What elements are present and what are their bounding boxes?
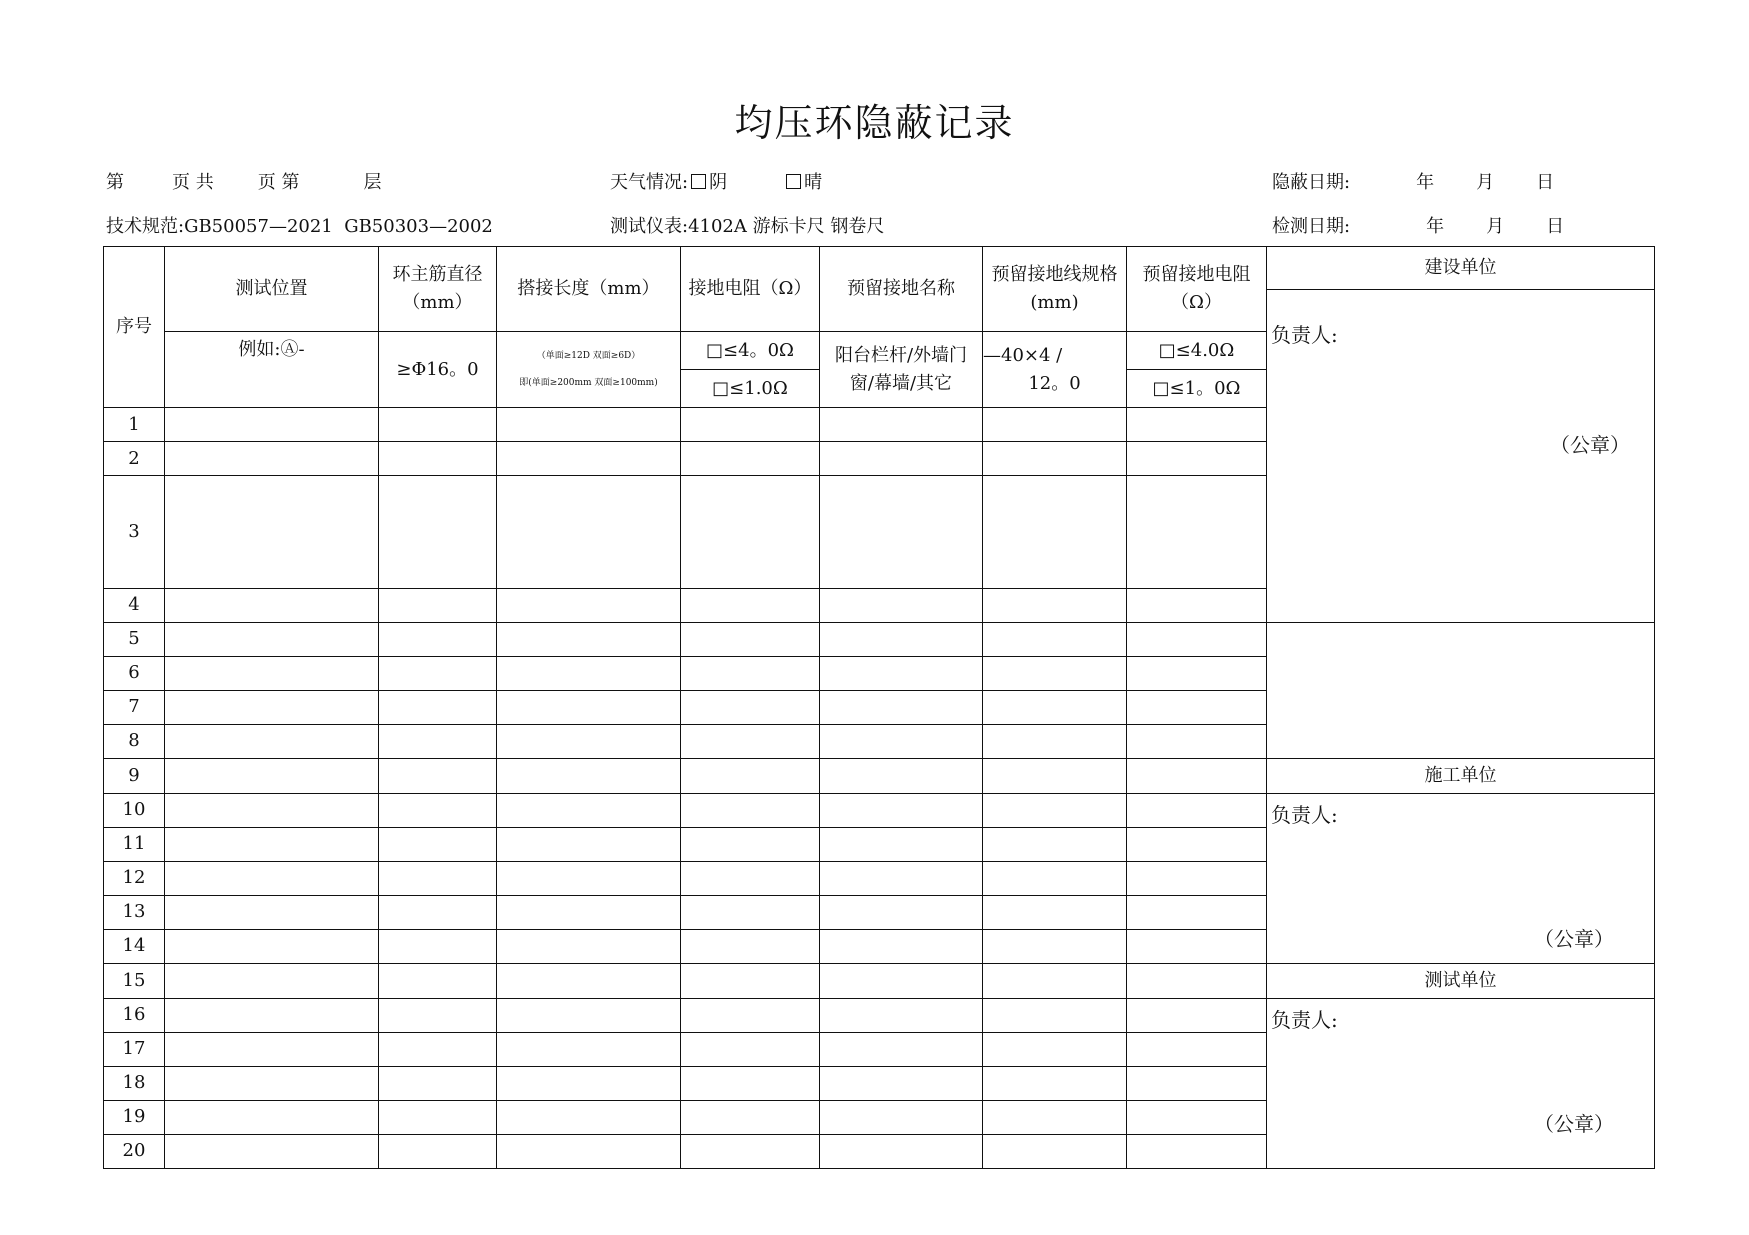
cell-position[interactable]	[165, 861, 379, 895]
unit-construction-owner-title: 建设单位	[1267, 247, 1655, 290]
cell-reserved-name[interactable]	[820, 724, 983, 758]
cell-reserved-spec[interactable]	[983, 690, 1127, 724]
cell-diameter[interactable]	[379, 895, 497, 929]
cell-lap[interactable]	[497, 690, 681, 724]
cell-position[interactable]	[165, 895, 379, 929]
cell-diameter[interactable]	[379, 656, 497, 690]
cell-reserved-spec[interactable]	[983, 588, 1127, 622]
cell-lap[interactable]	[497, 793, 681, 827]
cell-reserved-spec[interactable]	[983, 476, 1127, 589]
row-number: 8	[104, 724, 165, 758]
row-number: 10	[104, 793, 165, 827]
cell-diameter[interactable]	[379, 690, 497, 724]
table-row	[104, 793, 1655, 827]
cell-reserved-name[interactable]	[820, 476, 983, 589]
cell-reserved-res[interactable]	[1127, 1100, 1267, 1134]
cell-diameter[interactable]	[379, 1066, 497, 1100]
row-number: 6	[104, 656, 165, 690]
cell-reserved-name[interactable]	[820, 408, 983, 442]
seal-label: （公章）	[1534, 926, 1614, 951]
row-number: 20	[104, 1134, 165, 1168]
test-date-line	[1272, 212, 1564, 238]
cell-diameter[interactable]	[379, 622, 497, 656]
cell-reserved-res[interactable]	[1127, 1134, 1267, 1168]
test-date-month: 月	[1486, 216, 1505, 237]
cell-reserved-res[interactable]	[1127, 476, 1267, 589]
seal-label: （公章）	[1534, 1111, 1614, 1136]
spec-label: 技术规范:	[106, 216, 185, 237]
row-number: 9	[104, 758, 165, 793]
responsible-label: 负责人:	[1271, 802, 1338, 827]
cell-reserved-res[interactable]	[1127, 861, 1267, 895]
cell-reserved-res[interactable]	[1127, 1066, 1267, 1100]
example-name-line1: 阳台栏杆/外墙门	[834, 344, 968, 366]
row-number: 18	[104, 1066, 165, 1100]
responsible-label: 负责人:	[1271, 1007, 1338, 1032]
cell-reserved-res[interactable]	[1127, 442, 1267, 476]
cell-lap[interactable]	[497, 656, 681, 690]
cell-reserved-name[interactable]	[820, 442, 983, 476]
cell-position[interactable]	[165, 827, 379, 861]
cell-position[interactable]	[165, 724, 379, 758]
cell-position[interactable]	[165, 408, 379, 442]
row-number: 16	[104, 998, 165, 1032]
cell-reserved-spec[interactable]	[983, 827, 1127, 861]
table-row	[104, 690, 1655, 724]
cell-position[interactable]	[165, 690, 379, 724]
test-date-label: 检测日期:	[1272, 216, 1351, 237]
cell-reserved-res[interactable]	[1127, 758, 1267, 793]
record-table	[103, 246, 1655, 1169]
cell-lap[interactable]	[497, 895, 681, 929]
cell-reserved-res[interactable]	[1127, 690, 1267, 724]
cell-reserved-name[interactable]	[820, 1100, 983, 1134]
weather-label: 天气情况:	[610, 172, 689, 193]
example-ground-res	[681, 332, 820, 408]
row-number: 3	[104, 476, 165, 589]
example-position: 例如:Ⓐ-	[165, 332, 379, 408]
unit-construction-owner-area[interactable]	[1267, 290, 1655, 623]
test-date-day: 日	[1546, 216, 1565, 237]
cell-ground-res[interactable]	[681, 408, 820, 442]
cell-reserved-name[interactable]	[820, 1134, 983, 1168]
table-row	[104, 724, 1655, 758]
header-reserved-res: 预留接地电阻（Ω）	[1127, 247, 1267, 332]
cell-ground-res[interactable]	[681, 895, 820, 929]
cell-ground-res[interactable]	[681, 622, 820, 656]
table-row	[104, 656, 1655, 690]
cell-lap[interactable]	[497, 442, 681, 476]
spec-value: GB50057—2021 GB50303—2002	[184, 216, 493, 237]
cell-position[interactable]	[165, 1032, 379, 1066]
example-lap-line2: 即(单面≥200mm 双面≥100mm)	[519, 377, 658, 388]
cell-ground-res[interactable]	[681, 442, 820, 476]
hidden-date-label: 隐蔽日期:	[1272, 172, 1351, 193]
page-total-label: 页 共	[172, 172, 214, 193]
cell-diameter[interactable]	[379, 1100, 497, 1134]
cell-reserved-res[interactable]	[1127, 622, 1267, 656]
cell-diameter[interactable]	[379, 1134, 497, 1168]
cell-lap[interactable]	[497, 1134, 681, 1168]
cell-ground-res[interactable]	[681, 1100, 820, 1134]
cell-position[interactable]	[165, 442, 379, 476]
row-number: 1	[104, 408, 165, 442]
page-no-label: 第	[106, 172, 124, 193]
page-title: 均压环隐蔽记录	[734, 101, 1015, 145]
cell-diameter[interactable]	[379, 588, 497, 622]
example-reserved-res	[1127, 332, 1267, 408]
cell-diameter[interactable]	[379, 963, 497, 998]
example-rres-4ohm: □≤4.0Ω	[1127, 332, 1266, 370]
cell-reserved-spec[interactable]	[983, 793, 1127, 827]
cell-ground-res[interactable]	[681, 998, 820, 1032]
row-number: 12	[104, 861, 165, 895]
cell-reserved-spec[interactable]	[983, 442, 1127, 476]
example-rres-1ohm: □≤1。0Ω	[1152, 378, 1241, 399]
cell-reserved-spec[interactable]	[983, 724, 1127, 758]
cell-reserved-res[interactable]	[1127, 963, 1267, 998]
header-seq: 序号	[104, 247, 165, 408]
example-lap-line1: （单面≥12D 双面≥6D）	[536, 350, 641, 361]
cell-reserved-name[interactable]	[820, 656, 983, 690]
cell-reserved-spec[interactable]	[983, 1100, 1127, 1134]
cell-reserved-res[interactable]	[1127, 793, 1267, 827]
cell-reserved-res[interactable]	[1127, 998, 1267, 1032]
page-of-label: 页 第	[257, 172, 300, 193]
cell-lap[interactable]	[497, 758, 681, 793]
cell-diameter[interactable]	[379, 861, 497, 895]
cell-ground-res[interactable]	[681, 1134, 820, 1168]
cell-position[interactable]	[165, 963, 379, 998]
example-reserved-spec	[983, 332, 1127, 408]
cell-diameter[interactable]	[379, 758, 497, 793]
cell-lap[interactable]	[497, 476, 681, 589]
row-number: 13	[104, 895, 165, 929]
cell-reserved-res[interactable]	[1127, 588, 1267, 622]
row-number: 17	[104, 1032, 165, 1066]
example-name-line2: 窗/幕墙/其它	[849, 372, 953, 394]
cell-lap[interactable]	[497, 588, 681, 622]
page-number-line	[106, 168, 381, 194]
cell-position[interactable]	[165, 1100, 379, 1134]
cell-reserved-name[interactable]	[820, 793, 983, 827]
cell-reserved-res[interactable]	[1127, 724, 1267, 758]
cell-reserved-spec[interactable]	[983, 1134, 1127, 1168]
row-number: 11	[104, 827, 165, 861]
cell-diameter[interactable]	[379, 929, 497, 963]
cell-reserved-spec[interactable]	[983, 895, 1127, 929]
cell-reserved-spec[interactable]	[983, 622, 1127, 656]
cell-lap[interactable]	[497, 963, 681, 998]
header-reserved-spec: 预留接地线规格(mm)	[983, 247, 1127, 332]
cell-reserved-spec[interactable]	[983, 1066, 1127, 1100]
cell-lap[interactable]	[497, 929, 681, 963]
table-row	[104, 963, 1655, 998]
instrument-value: 4102A 游标卡尺 钢卷尺	[688, 216, 885, 237]
cell-ground-res[interactable]	[681, 758, 820, 793]
cell-ground-res[interactable]	[681, 827, 820, 861]
weather-cloudy-checkbox[interactable]	[691, 174, 706, 189]
cell-lap[interactable]	[497, 1100, 681, 1134]
cell-reserved-spec[interactable]	[983, 963, 1127, 998]
cell-reserved-name[interactable]	[820, 998, 983, 1032]
cell-diameter[interactable]	[379, 827, 497, 861]
cell-ground-res[interactable]	[681, 1032, 820, 1066]
cell-position[interactable]	[165, 793, 379, 827]
example-reserved-name	[820, 332, 983, 408]
row-number: 19	[104, 1100, 165, 1134]
cell-reserved-spec[interactable]	[983, 408, 1127, 442]
cell-lap[interactable]	[497, 861, 681, 895]
row-number: 4	[104, 588, 165, 622]
cell-lap[interactable]	[497, 408, 681, 442]
spec-line	[106, 212, 493, 238]
cell-reserved-res[interactable]	[1127, 895, 1267, 929]
cell-position[interactable]	[165, 476, 379, 589]
floor-label: 层	[363, 172, 382, 193]
cell-reserved-name[interactable]	[820, 622, 983, 656]
cell-reserved-res[interactable]	[1127, 827, 1267, 861]
example-diameter: ≥Φ16。0	[379, 332, 497, 408]
cell-diameter[interactable]	[379, 1032, 497, 1066]
row-number: 5	[104, 622, 165, 656]
hidden-date-month: 月	[1476, 172, 1495, 193]
cell-reserved-res[interactable]	[1127, 408, 1267, 442]
header-reserved-name: 预留接地名称	[820, 247, 983, 332]
cell-reserved-name[interactable]	[820, 690, 983, 724]
cell-ground-res[interactable]	[681, 1066, 820, 1100]
cell-ground-res[interactable]	[681, 690, 820, 724]
cell-reserved-spec[interactable]	[983, 861, 1127, 895]
cell-diameter[interactable]	[379, 408, 497, 442]
weather-line	[610, 168, 822, 194]
cell-position[interactable]	[165, 656, 379, 690]
test-date-year: 年	[1426, 216, 1445, 237]
weather-sunny-label: 晴	[804, 172, 823, 193]
cell-lap[interactable]	[497, 827, 681, 861]
cell-reserved-spec[interactable]	[983, 929, 1127, 963]
cell-reserved-res[interactable]	[1127, 656, 1267, 690]
cell-reserved-spec[interactable]	[983, 656, 1127, 690]
weather-sunny-checkbox[interactable]	[786, 174, 801, 189]
cell-position[interactable]	[165, 998, 379, 1032]
cell-reserved-name[interactable]	[820, 895, 983, 929]
cell-lap[interactable]	[497, 1032, 681, 1066]
table-row	[104, 758, 1655, 793]
cell-position[interactable]	[165, 1066, 379, 1100]
cell-reserved-spec[interactable]	[983, 1032, 1127, 1066]
unit-testing-title: 测试单位	[1267, 963, 1655, 998]
header-ground-res: 接地电阻（Ω）	[681, 247, 820, 332]
row-number: 15	[104, 963, 165, 998]
instrument-label: 测试仪表:	[610, 216, 689, 237]
cell-ground-res[interactable]	[681, 793, 820, 827]
example-spec-line1: —40×4 /	[983, 344, 1063, 366]
hidden-date-year: 年	[1416, 172, 1435, 193]
cell-diameter[interactable]	[379, 476, 497, 589]
cell-diameter[interactable]	[379, 724, 497, 758]
construction-owner-responsible: 负责人:	[1271, 323, 1338, 347]
cell-reserved-name[interactable]	[820, 827, 983, 861]
cell-reserved-name[interactable]	[820, 758, 983, 793]
cell-position[interactable]	[165, 1134, 379, 1168]
cell-ground-res[interactable]	[681, 963, 820, 998]
cell-diameter[interactable]	[379, 998, 497, 1032]
cell-ground-res[interactable]	[681, 724, 820, 758]
example-spec-line2: 12。0	[1028, 372, 1081, 394]
header-lap: 搭接长度（mm）	[497, 247, 681, 332]
example-lap	[497, 332, 681, 408]
cell-reserved-spec[interactable]	[983, 758, 1127, 793]
cell-ground-res[interactable]	[681, 656, 820, 690]
cell-diameter[interactable]	[379, 793, 497, 827]
cell-lap[interactable]	[497, 724, 681, 758]
cell-reserved-res[interactable]	[1127, 1032, 1267, 1066]
header-position: 测试位置	[165, 247, 379, 332]
table-row	[104, 622, 1655, 656]
hidden-date-line	[1272, 168, 1554, 194]
cell-ground-res[interactable]	[681, 476, 820, 589]
weather-cloudy-label: 阴	[709, 172, 728, 193]
cell-reserved-name[interactable]	[820, 861, 983, 895]
cell-lap[interactable]	[497, 622, 681, 656]
cell-lap[interactable]	[497, 1066, 681, 1100]
cell-position[interactable]	[165, 622, 379, 656]
construction-owner-seal: （公章）	[1550, 433, 1630, 457]
cell-diameter[interactable]	[379, 442, 497, 476]
cell-position[interactable]	[165, 758, 379, 793]
table-row	[104, 998, 1655, 1032]
cell-reserved-res[interactable]	[1127, 929, 1267, 963]
row-number: 7	[104, 690, 165, 724]
cell-position[interactable]	[165, 588, 379, 622]
example-res-1ohm: □≤1.0Ω	[712, 378, 788, 399]
cell-reserved-name[interactable]	[820, 1032, 983, 1066]
cell-ground-res[interactable]	[681, 588, 820, 622]
cell-ground-res[interactable]	[681, 861, 820, 895]
cell-reserved-name[interactable]	[820, 929, 983, 963]
cell-lap[interactable]	[497, 998, 681, 1032]
unit-contractor-title: 施工单位	[1267, 758, 1655, 793]
cell-reserved-name[interactable]	[820, 963, 983, 998]
example-res-4ohm: □≤4。0Ω	[681, 332, 819, 370]
row-number: 2	[104, 442, 165, 476]
cell-reserved-spec[interactable]	[983, 998, 1127, 1032]
row-number: 14	[104, 929, 165, 963]
cell-ground-res[interactable]	[681, 929, 820, 963]
cell-position[interactable]	[165, 929, 379, 963]
instrument-line	[610, 212, 884, 238]
cell-reserved-name[interactable]	[820, 588, 983, 622]
unit-contractor-area[interactable]	[1267, 793, 1655, 963]
cell-reserved-name[interactable]	[820, 1066, 983, 1100]
unit-testing-area[interactable]	[1267, 998, 1655, 1168]
header-diameter: 环主筋直径（mm）	[379, 247, 497, 332]
hidden-date-day: 日	[1536, 172, 1555, 193]
